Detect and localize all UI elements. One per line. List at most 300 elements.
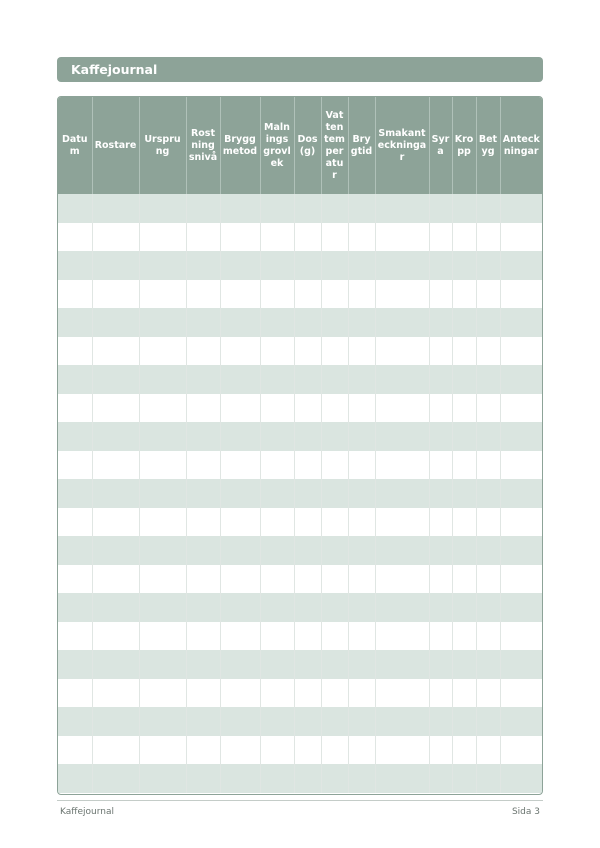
table-cell[interactable] [186,223,220,252]
table-cell[interactable] [92,622,139,651]
table-cell[interactable] [220,650,260,679]
table-cell[interactable] [348,308,375,337]
table-cell[interactable] [220,223,260,252]
table-cell[interactable] [321,251,348,280]
table-cell[interactable] [321,650,348,679]
table-cell[interactable] [476,223,500,252]
table-cell[interactable] [58,736,92,765]
table-cell[interactable] [500,451,542,480]
table-row [58,479,542,508]
table-cell[interactable] [58,280,92,309]
table-cell[interactable] [500,479,542,508]
table-cell[interactable] [58,679,92,708]
table-cell[interactable] [260,365,294,394]
table-cell[interactable] [186,536,220,565]
table-cell[interactable] [375,679,429,708]
table-cell[interactable] [321,707,348,736]
table-cell[interactable] [348,394,375,423]
table-cell[interactable] [452,593,476,622]
table-cell[interactable] [476,280,500,309]
column-header-bryggmetod: Bryggmetod [220,97,260,194]
table-cell[interactable] [500,593,542,622]
table-row [58,251,542,280]
table-cell[interactable] [139,308,186,337]
table-cell[interactable] [500,194,542,223]
table-cell[interactable] [452,194,476,223]
table-cell[interactable] [92,280,139,309]
table-cell[interactable] [220,394,260,423]
table-cell[interactable] [186,593,220,622]
table-cell[interactable] [476,337,500,366]
table-cell[interactable] [186,422,220,451]
table-cell[interactable] [186,565,220,594]
table-cell[interactable] [139,337,186,366]
table-cell[interactable] [92,679,139,708]
table-cell[interactable] [348,479,375,508]
table-cell[interactable] [375,337,429,366]
table-cell[interactable] [260,536,294,565]
table-cell[interactable] [452,251,476,280]
table-cell[interactable] [476,622,500,651]
table-cell[interactable] [294,650,321,679]
table-cell[interactable] [348,451,375,480]
table-cell[interactable] [500,536,542,565]
table-cell[interactable] [429,280,452,309]
table-cell[interactable] [92,508,139,537]
table-cell[interactable] [476,764,500,793]
table-cell[interactable] [452,764,476,793]
table-cell[interactable] [476,394,500,423]
table-cell[interactable] [139,536,186,565]
table-cell[interactable] [260,736,294,765]
table-cell[interactable] [375,251,429,280]
table-cell[interactable] [429,565,452,594]
table-cell[interactable] [92,707,139,736]
table-cell[interactable] [186,707,220,736]
table-cell[interactable] [294,365,321,394]
table-cell[interactable] [375,536,429,565]
table-cell[interactable] [139,679,186,708]
table-cell[interactable] [321,622,348,651]
table-cell[interactable] [375,508,429,537]
table-cell[interactable] [260,251,294,280]
table-cell[interactable] [260,650,294,679]
table-cell[interactable] [321,394,348,423]
table-cell[interactable] [92,536,139,565]
table-cell[interactable] [58,308,92,337]
table-cell[interactable] [139,764,186,793]
table-cell[interactable] [429,451,452,480]
table-cell[interactable] [186,394,220,423]
table-cell[interactable] [476,536,500,565]
table-cell[interactable] [186,622,220,651]
table-cell[interactable] [429,593,452,622]
table-cell[interactable] [500,508,542,537]
table-cell[interactable] [452,422,476,451]
table-cell[interactable] [186,194,220,223]
table-cell[interactable] [260,593,294,622]
table-cell[interactable] [260,422,294,451]
table-cell[interactable] [500,337,542,366]
table-cell[interactable] [294,593,321,622]
table-cell[interactable] [348,422,375,451]
table-cell[interactable] [429,365,452,394]
table-cell[interactable] [294,622,321,651]
table-cell[interactable] [348,622,375,651]
table-cell[interactable] [139,479,186,508]
table-cell[interactable] [375,565,429,594]
table-cell[interactable] [348,194,375,223]
table-cell[interactable] [321,479,348,508]
table-cell[interactable] [260,223,294,252]
table-cell[interactable] [500,736,542,765]
table-cell[interactable] [260,194,294,223]
table-cell[interactable] [375,308,429,337]
table-cell[interactable] [58,479,92,508]
table-cell[interactable] [321,337,348,366]
table-cell[interactable] [321,536,348,565]
table-cell[interactable] [476,422,500,451]
table-cell[interactable] [139,365,186,394]
table-cell[interactable] [321,565,348,594]
table-cell[interactable] [476,194,500,223]
table-cell[interactable] [429,308,452,337]
table-cell[interactable] [452,308,476,337]
table-cell[interactable] [139,194,186,223]
table-cell[interactable] [500,707,542,736]
table-cell[interactable] [429,536,452,565]
table-cell[interactable] [476,707,500,736]
table-cell[interactable] [375,365,429,394]
table-cell[interactable] [92,394,139,423]
table-cell[interactable] [58,365,92,394]
table-cell[interactable] [375,280,429,309]
table-cell[interactable] [92,308,139,337]
table-cell[interactable] [429,337,452,366]
table-cell[interactable] [294,536,321,565]
table-cell[interactable] [294,394,321,423]
table-cell[interactable] [186,365,220,394]
table-cell[interactable] [476,479,500,508]
table-cell[interactable] [348,280,375,309]
table-cell[interactable] [429,479,452,508]
table-cell[interactable] [500,622,542,651]
table-cell[interactable] [348,565,375,594]
table-cell[interactable] [429,508,452,537]
table-cell[interactable] [139,565,186,594]
table-cell[interactable] [429,679,452,708]
table-cell[interactable] [260,679,294,708]
table-cell[interactable] [58,536,92,565]
table-cell[interactable] [294,679,321,708]
table-cell[interactable] [139,451,186,480]
table-cell[interactable] [220,536,260,565]
table-row [58,394,542,423]
table-cell[interactable] [58,451,92,480]
table-cell[interactable] [294,422,321,451]
table-cell[interactable] [220,251,260,280]
table-cell[interactable] [375,707,429,736]
table-cell[interactable] [220,593,260,622]
table-cell[interactable] [186,736,220,765]
table-cell[interactable] [375,593,429,622]
table-cell[interactable] [58,394,92,423]
table-cell[interactable] [220,707,260,736]
table-cell[interactable] [452,679,476,708]
table-cell[interactable] [452,394,476,423]
table-cell[interactable] [139,251,186,280]
table-cell[interactable] [348,223,375,252]
table-cell[interactable] [476,251,500,280]
table-cell[interactable] [260,565,294,594]
table-cell[interactable] [186,508,220,537]
table-cell[interactable] [348,508,375,537]
table-cell[interactable] [500,365,542,394]
table-cell[interactable] [452,565,476,594]
table-cell[interactable] [429,394,452,423]
table-cell[interactable] [321,679,348,708]
table-cell[interactable] [452,736,476,765]
table-cell[interactable] [452,365,476,394]
table-cell[interactable] [429,736,452,765]
table-cell[interactable] [500,422,542,451]
table-cell[interactable] [260,622,294,651]
table-cell[interactable] [294,451,321,480]
table-cell[interactable] [321,508,348,537]
table-cell[interactable] [321,223,348,252]
table-cell[interactable] [294,565,321,594]
table-cell[interactable] [375,422,429,451]
table-cell[interactable] [58,508,92,537]
table-cell[interactable] [294,707,321,736]
table-cell[interactable] [476,365,500,394]
table-cell[interactable] [92,223,139,252]
table-cell[interactable] [92,365,139,394]
table-cell[interactable] [294,308,321,337]
table-cell[interactable] [139,508,186,537]
table-cell[interactable] [429,251,452,280]
table-cell[interactable] [260,707,294,736]
table-cell[interactable] [139,280,186,309]
table-cell[interactable] [294,223,321,252]
table-cell[interactable] [452,622,476,651]
table-cell[interactable] [186,337,220,366]
table-cell[interactable] [260,451,294,480]
table-cell[interactable] [92,194,139,223]
table-cell[interactable] [260,280,294,309]
table-cell[interactable] [220,479,260,508]
table-cell[interactable] [220,308,260,337]
table-cell[interactable] [220,365,260,394]
table-cell[interactable] [500,308,542,337]
table-cell[interactable] [348,593,375,622]
table-cell[interactable] [92,565,139,594]
table-cell[interactable] [321,365,348,394]
table-cell[interactable] [186,479,220,508]
table-cell[interactable] [139,736,186,765]
table-cell[interactable] [139,622,186,651]
table-cell[interactable] [294,764,321,793]
table-cell[interactable] [348,251,375,280]
table-cell[interactable] [186,308,220,337]
table-cell[interactable] [92,451,139,480]
table-cell[interactable] [375,194,429,223]
table-cell[interactable] [321,764,348,793]
table-cell[interactable] [375,223,429,252]
table-cell[interactable] [429,622,452,651]
table-cell[interactable] [500,223,542,252]
table-cell[interactable] [348,707,375,736]
table-cell[interactable] [139,593,186,622]
table-cell[interactable] [321,308,348,337]
table-cell[interactable] [58,337,92,366]
table-cell[interactable] [260,764,294,793]
table-cell[interactable] [500,650,542,679]
table-cell[interactable] [139,650,186,679]
table-cell[interactable] [186,650,220,679]
table-cell[interactable] [452,707,476,736]
table-cell[interactable] [220,337,260,366]
table-cell[interactable] [348,365,375,394]
table-cell[interactable] [321,593,348,622]
table-cell[interactable] [375,764,429,793]
table-cell[interactable] [58,622,92,651]
table-cell[interactable] [294,736,321,765]
table-cell[interactable] [476,736,500,765]
table-cell[interactable] [294,479,321,508]
table-cell[interactable] [429,764,452,793]
table-cell[interactable] [58,707,92,736]
table-cell[interactable] [500,251,542,280]
table-cell[interactable] [92,337,139,366]
table-cell[interactable] [348,764,375,793]
table-cell[interactable] [260,394,294,423]
table-cell[interactable] [294,194,321,223]
table-cell[interactable] [500,394,542,423]
table-cell[interactable] [452,508,476,537]
table-cell[interactable] [260,508,294,537]
table-cell[interactable] [186,764,220,793]
table-cell[interactable] [375,736,429,765]
table-cell[interactable] [220,764,260,793]
table-cell[interactable] [452,223,476,252]
table-cell[interactable] [375,650,429,679]
table-cell[interactable] [348,536,375,565]
table-cell[interactable] [58,223,92,252]
table-cell[interactable] [58,565,92,594]
table-cell[interactable] [92,479,139,508]
table-cell[interactable] [476,565,500,594]
table-cell[interactable] [294,280,321,309]
table-cell[interactable] [321,736,348,765]
table-cell[interactable] [186,679,220,708]
table-cell[interactable] [92,764,139,793]
table-cell[interactable] [260,337,294,366]
table-cell[interactable] [429,707,452,736]
table-cell[interactable] [58,593,92,622]
table-cell[interactable] [186,451,220,480]
table-cell[interactable] [220,280,260,309]
table-row [58,679,542,708]
table-cell[interactable] [476,650,500,679]
table-cell[interactable] [220,565,260,594]
table-cell[interactable] [500,679,542,708]
table-cell[interactable] [429,650,452,679]
table-cell[interactable] [220,736,260,765]
table-cell[interactable] [375,622,429,651]
table-cell[interactable] [294,251,321,280]
table-cell[interactable] [58,194,92,223]
table-cell[interactable] [220,194,260,223]
table-cell[interactable] [58,422,92,451]
table-cell[interactable] [139,422,186,451]
table-cell[interactable] [139,394,186,423]
table-cell[interactable] [452,479,476,508]
table-cell[interactable] [375,394,429,423]
table-cell[interactable] [500,565,542,594]
table-cell[interactable] [476,451,500,480]
table-cell[interactable] [294,337,321,366]
table-cell[interactable] [476,508,500,537]
table-cell[interactable] [186,280,220,309]
table-cell[interactable] [321,422,348,451]
table-cell[interactable] [321,451,348,480]
table-cell[interactable] [452,536,476,565]
table-cell[interactable] [476,593,500,622]
table-cell[interactable] [429,422,452,451]
table-cell[interactable] [92,650,139,679]
table-cell[interactable] [348,736,375,765]
table-cell[interactable] [220,451,260,480]
table-cell[interactable] [348,337,375,366]
table-cell[interactable] [220,422,260,451]
table-cell[interactable] [220,679,260,708]
table-cell[interactable] [220,622,260,651]
table-cell[interactable] [92,422,139,451]
footer-document-name: Kaffejournal [60,807,114,817]
table-cell[interactable] [375,479,429,508]
table-cell[interactable] [58,251,92,280]
table-cell[interactable] [92,593,139,622]
table-cell[interactable] [476,679,500,708]
table-cell[interactable] [186,251,220,280]
table-cell[interactable] [92,251,139,280]
table-cell[interactable] [500,764,542,793]
table-cell[interactable] [452,337,476,366]
table-cell[interactable] [452,280,476,309]
table-cell[interactable] [452,650,476,679]
table-cell[interactable] [452,451,476,480]
table-cell[interactable] [321,194,348,223]
table-cell[interactable] [348,679,375,708]
table-cell[interactable] [476,308,500,337]
table-cell[interactable] [139,707,186,736]
table-cell[interactable] [429,223,452,252]
table-cell[interactable] [375,451,429,480]
table-cell[interactable] [260,308,294,337]
table-cell[interactable] [58,650,92,679]
table-cell[interactable] [220,508,260,537]
table-cell[interactable] [348,650,375,679]
table-cell[interactable] [92,736,139,765]
table-cell[interactable] [294,508,321,537]
table-cell[interactable] [260,479,294,508]
table-cell[interactable] [321,280,348,309]
table-cell[interactable] [429,194,452,223]
table-cell[interactable] [139,223,186,252]
table-cell[interactable] [500,280,542,309]
table-cell[interactable] [58,764,92,793]
